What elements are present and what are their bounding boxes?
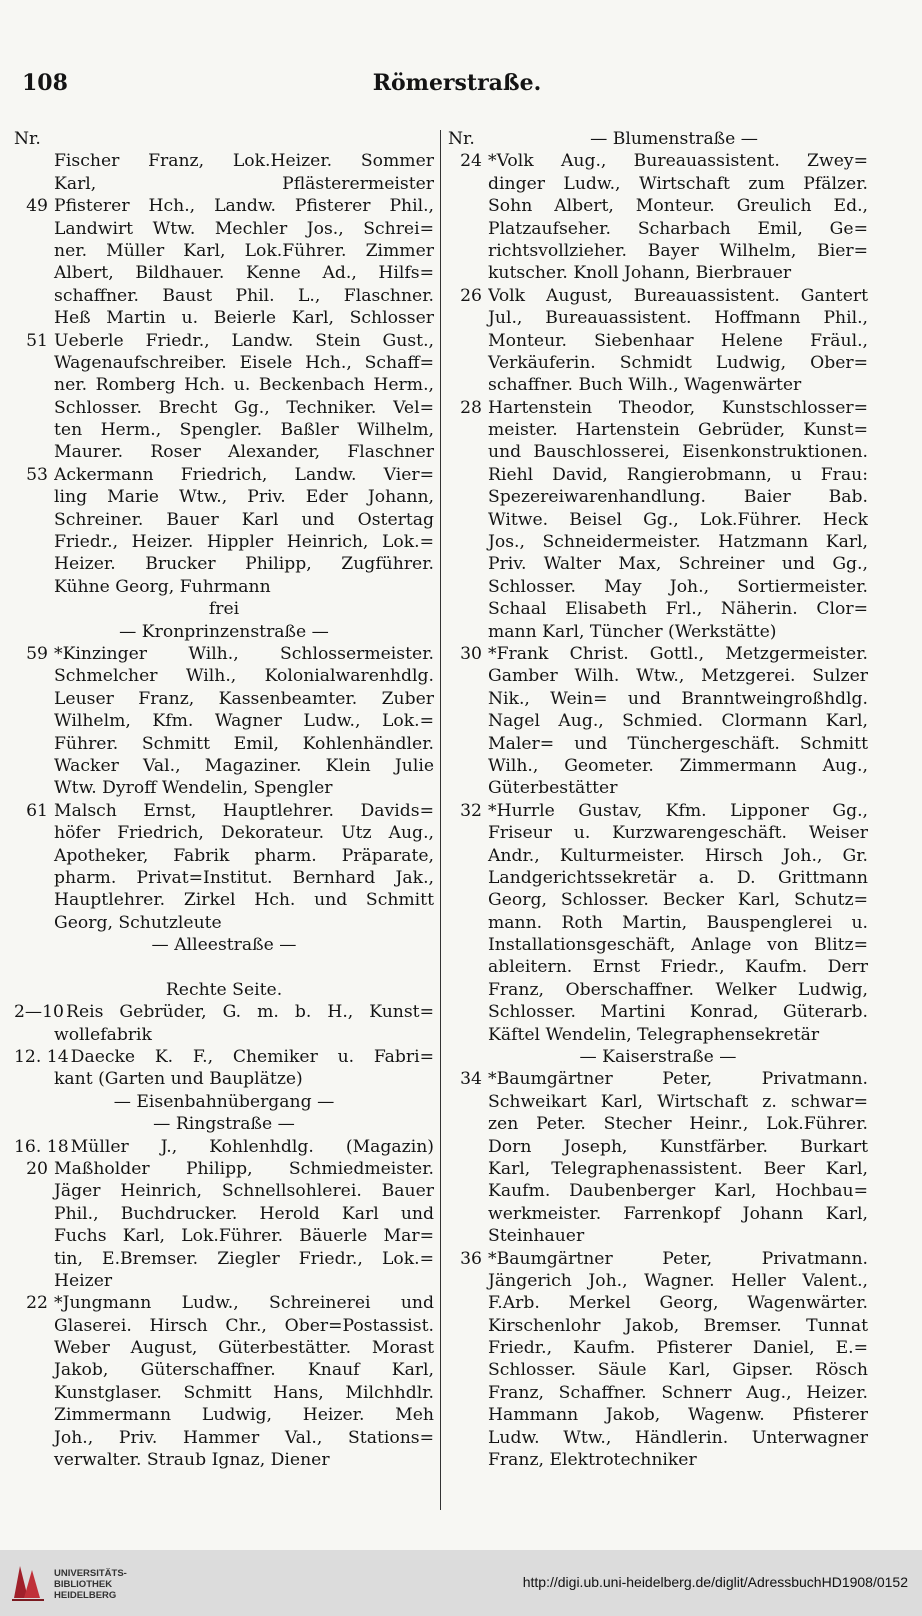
logo-line: HEIDELBERG	[54, 1590, 117, 1601]
entry-continuation-line: Fuchs Karl, Lok.Führer. Bäuerle Mar=	[54, 1226, 434, 1247]
entry-continuation-line: Schmelcher Wilh., Kolonialwarenhdlg.	[54, 666, 434, 687]
house-number: 61	[26, 800, 48, 821]
address-entry	[14, 1136, 434, 1158]
page-number: 108	[22, 70, 68, 96]
entry-continuation-line: Steinhauer	[488, 1226, 585, 1247]
column-divider	[440, 130, 441, 1510]
entry-continuation-line: Dorn Joseph, Kunstfärber. Burkart	[488, 1136, 868, 1157]
section-heading: — Kronprinzenstraße —	[119, 621, 329, 642]
entry-continuation-line: Friedr., Heizer. Hippler Heinrich, Lok.=	[54, 532, 434, 553]
entry-continuation-line: Jäger Heinrich, Schnellsohlerei. Bauer	[54, 1181, 434, 1202]
entry-continuation-line: Schlosser. May Joh., Sortiermeister.	[488, 576, 868, 597]
entry-continuation-line: mann. Roth Martin, Bauspenglerei u.	[488, 912, 868, 933]
entry-text: *Jungmann Ludw., Schreinerei und	[54, 1293, 434, 1314]
column-header	[14, 128, 434, 150]
source-url-link[interactable]: http://digi.ub.uni-heidelberg.de/diglit/AdressbuchHD1908/0152	[522, 1574, 908, 1590]
entry-text: Daecke K. F., Chemiker u. Fabri=	[70, 1047, 434, 1068]
house-number: 36	[460, 1248, 482, 1269]
entry-continuation-line: Landwirt Wtw. Mechler Jos., Schrei=	[54, 218, 434, 239]
house-number: 59	[26, 643, 48, 664]
entry-continuation-line: Nagel Aug., Schmied. Clormann Karl,	[488, 711, 868, 732]
entry-continuation-line: Andr., Kulturmeister. Hirsch Joh., Gr.	[488, 845, 868, 866]
entry-continuation-line: ableitern. Ernst Friedr., Kaufm. Derr	[488, 957, 868, 978]
entry-text: *Baumgärtner Peter, Privatmann.	[488, 1248, 868, 1269]
logo-line: UNIVERSITÄTS-	[54, 1568, 127, 1579]
entry-continuation-line: schaffner. Buch Wilh., Wagenwärter	[488, 375, 802, 396]
entry-continuation-line: Käftel Wendelin, Telegraphensekretär	[488, 1024, 820, 1045]
entry-continuation-line: Heizer. Brucker Philipp, Zugführer.	[54, 554, 434, 575]
entry-continuation-line: Schreiner. Bauer Karl und Ostertag	[54, 509, 434, 530]
house-number: 12. 14	[14, 1047, 69, 1068]
blank-line	[14, 956, 434, 978]
entry-text: *Frank Christ. Gottl., Metzgermeister.	[488, 643, 868, 664]
entry-text: Ueberle Friedr., Landw. Stein Gust.,	[54, 330, 434, 351]
entry-continuation-line: Kaufm. Daubenberger Karl, Hochbau=	[488, 1181, 868, 1202]
entry-continuation-line: Ludw. Wtw., Händlerin. Unterwagner	[488, 1427, 868, 1448]
entry-continuation-line: Kühne Georg, Fuhrmann	[54, 576, 271, 597]
entry-text: Ackermann Friedrich, Landw. Vier=	[54, 464, 434, 485]
entry-continuation-line: F.Arb. Merkel Georg, Wagenwärter.	[488, 1293, 868, 1314]
address-entry	[14, 643, 434, 665]
entry-text: Müller J., Kohlenhdlg. (Magazin)	[70, 1136, 434, 1157]
section-heading: — Ringstraße —	[153, 1114, 295, 1135]
entry-continuation-line: Wtw. Dyroff Wendelin, Spengler	[54, 778, 333, 799]
entry-continuation-line: schaffner. Baust Phil. L., Flaschner.	[54, 285, 434, 306]
address-entry	[14, 195, 434, 217]
entry-continuation-line: Schweikart Karl, Wirtschaft z. schwar=	[488, 1091, 868, 1112]
house-number: 16. 18	[14, 1136, 69, 1157]
entry-continuation-line: Installationsgeschäft, Anlage von Blitz=	[488, 935, 868, 956]
entry-continuation-line: Schlosser. Säule Karl, Gipser. Rösch	[488, 1360, 868, 1381]
section-heading: — Alleestraße —	[151, 935, 297, 956]
address-entry	[14, 800, 434, 822]
entry-continuation-line: wollefabrik	[54, 1024, 152, 1045]
entry-continuation-line: Heß Martin u. Beierle Karl, Schlosser	[54, 308, 434, 329]
address-entry	[14, 330, 434, 352]
address-entry	[14, 1158, 434, 1180]
entry-continuation-line: ner. Müller Karl, Lok.Führer. Zimmer	[54, 240, 434, 261]
entry-continuation-line: pharm. Privat=Institut. Bernhard Jak.,	[54, 867, 434, 888]
entry-continuation-line: Maurer. Roser Alexander, Flaschner	[54, 442, 434, 463]
entry-continuation-line: mann Karl, Tüncher (Werkstätte)	[488, 621, 777, 642]
entry-continuation-line: tin, E.Bremser. Ziegler Friedr., Lok.=	[54, 1248, 434, 1269]
entry-continuation-line: Albert, Bildhauer. Kenne Ad., Hilfs=	[54, 263, 434, 284]
entry-continuation-line: Führer. Schmitt Emil, Kohlenhändler.	[54, 733, 434, 754]
entry-continuation-line: höfer Friedrich, Dekorateur. Utz Aug.,	[54, 823, 434, 844]
entry-continuation-line: Schlosser. Martini Konrad, Güterarb.	[488, 1002, 868, 1023]
entry-continuation-line: Wilhelm, Kfm. Wagner Ludw., Lok.=	[54, 711, 434, 732]
house-number: 22	[26, 1293, 48, 1314]
entry-continuation-line: Jängerich Joh., Wagner. Heller Valent.,	[488, 1270, 868, 1291]
logo-line: BIBLIOTHEK	[54, 1579, 113, 1590]
address-entry	[14, 1292, 434, 1314]
house-number: 28	[460, 397, 482, 418]
entry-continuation-line: zen Peter. Stecher Heinr., Lok.Führer.	[488, 1114, 868, 1135]
entry-continuation-line: Nik., Wein= und Branntweingroßhdlg.	[488, 688, 868, 709]
right-column	[448, 128, 868, 1471]
entry-continuation-line: werkmeister. Farrenkopf Johann Karl,	[488, 1203, 868, 1224]
address-entry	[448, 1068, 868, 1090]
entry-continuation-line: Hauptlehrer. Zirkel Hch. und Schmitt	[54, 890, 434, 911]
entry-continuation-line: Apotheker, Fabrik pharm. Präparate,	[54, 845, 434, 866]
nr-header-label: Nr.	[448, 129, 475, 149]
entry-text: Volk August, Bureauassistent. Gantert	[488, 285, 868, 306]
entry-continuation-line: Schlosser. Brecht Gg., Techniker. Vel=	[54, 397, 434, 418]
section-heading: frei	[208, 599, 240, 620]
entry-continuation-line: Glaserei. Hirsch Chr., Ober=Postassist.	[54, 1315, 434, 1336]
house-number: 26	[460, 285, 482, 306]
entry-continuation-line: dinger Ludw., Wirtschaft zum Pfälzer.	[488, 173, 868, 194]
entry-text: *Baumgärtner Peter, Privatmann.	[488, 1069, 868, 1090]
entry-continuation-line: ling Marie Wtw., Priv. Eder Johann,	[54, 487, 434, 508]
address-entry	[448, 1248, 868, 1270]
entry-continuation-line: Heizer	[54, 1270, 113, 1291]
entry-continuation-line: Schaal Elisabeth Frl., Näherin. Clor=	[488, 599, 868, 620]
nr-header-label: Nr.	[14, 129, 41, 149]
address-entry	[14, 1046, 434, 1068]
entry-continuation-line: Spezereiwarenhandlung. Baier Bab.	[488, 487, 868, 508]
entry-continuation-line: Kunstglaser. Schmitt Hans, Milchhdlr.	[54, 1382, 434, 1403]
house-number: 30	[460, 643, 482, 664]
entry-continuation-line: Jul., Bureauassistent. Hoffmann Phil.,	[488, 308, 868, 329]
entry-continuation-line: kutscher. Knoll Johann, Bierbrauer	[488, 263, 792, 284]
entry-continuation-line: Phil., Buchdrucker. Herold Karl und	[54, 1203, 434, 1224]
entry-continuation-line: Weber August, Güterbestätter. Morast	[54, 1338, 434, 1359]
entry-continuation-line: richtsvollzieher. Bayer Wilhelm, Bier=	[488, 240, 868, 261]
house-number: 51	[26, 330, 48, 351]
entry-continuation-line: Friedr., Kaufm. Pfisterer Daniel, E.=	[488, 1338, 868, 1359]
address-entry	[448, 150, 868, 172]
entry-continuation-line: ner. Romberg Hch. u. Beckenbach Herm.,	[54, 375, 434, 396]
library-logo-text	[54, 1568, 127, 1601]
footer-bar	[0, 1550, 922, 1616]
entry-continuation-line: Jos., Schneidermeister. Hatzmann Karl,	[488, 532, 868, 553]
column-header	[448, 128, 868, 150]
section-heading: — Eisenbahnübergang —	[113, 1091, 335, 1112]
house-number: 20	[26, 1158, 48, 1179]
entry-text: Hartenstein Theodor, Kunstschlosser=	[488, 397, 868, 418]
page-title: Römerstraße.	[372, 70, 542, 96]
entry-continuation-line: Güterbestätter	[488, 778, 618, 799]
entry-continuation-line: Verkäuferin. Schmidt Ludwig, Ober=	[488, 352, 868, 373]
entry-continuation-line: Friseur u. Kurzwarengeschäft. Weiser	[488, 823, 868, 844]
house-number: 24	[460, 151, 482, 172]
entry-continuation-line: Franz, Schaffner. Schnerr Aug., Heizer.	[488, 1382, 868, 1403]
house-number: 2—10	[14, 1002, 64, 1023]
house-number: 53	[26, 464, 48, 485]
entry-continuation-line: Gamber Wilh. Wtw., Metzgerei. Sulzer	[488, 666, 868, 687]
entry-continuation-line: verwalter. Straub Ignaz, Diener	[54, 1450, 330, 1471]
library-logo-icon	[10, 1562, 46, 1602]
entry-continuation-line: Witwe. Beisel Gg., Lok.Führer. Heck	[488, 509, 868, 530]
entry-continuation-line: Wagenaufschreiber. Eisele Hch., Schaff=	[54, 352, 434, 373]
entry-continuation-line: Wacker Val., Magaziner. Klein Julie	[54, 755, 434, 776]
entry-continuation-line: Karl, Pflästerermeister	[54, 173, 434, 194]
section-heading: Rechte Seite.	[165, 979, 283, 1000]
entry-continuation-line: Georg, Schlosser. Becker Karl, Schutz=	[488, 890, 868, 911]
entry-continuation-line: Sohn Albert, Monteur. Greulich Ed.,	[488, 196, 868, 217]
entry-continuation-line: Platzaufseher. Scharbach Emil, Ge=	[488, 218, 868, 239]
entry-text: Reis Gebrüder, G. m. b. H., Kunst=	[66, 1002, 434, 1023]
house-number: 49	[26, 196, 48, 217]
entry-continuation-line: ten Herm., Spengler. Baßler Wilhelm,	[54, 420, 434, 441]
entry-continuation-line: Joh., Priv. Hammer Val., Stations=	[54, 1427, 434, 1448]
house-number: 34	[460, 1069, 482, 1090]
entry-continuation-line: Maler= und Tünchergeschäft. Schmitt	[488, 733, 868, 754]
address-entry	[448, 397, 868, 419]
street-crossing-label: — Blumenstraße —	[590, 129, 758, 149]
entry-continuation-line: Landgerichtssekretär a. D. Grittmann	[488, 867, 868, 888]
entry-continuation-line: und Bauschlosserei, Eisenkonstruktionen.	[488, 442, 868, 463]
entry-continuation-line: Hammann Jakob, Wagenw. Pfisterer	[488, 1405, 868, 1426]
entry-continuation-line: Jakob, Güterschaffner. Knauf Karl,	[54, 1360, 434, 1381]
entry-text: *Volk Aug., Bureauassistent. Zwey=	[488, 151, 868, 172]
entry-continuation-line: Fischer Franz, Lok.Heizer. Sommer	[54, 151, 434, 172]
entry-text: *Kinzinger Wilh., Schlossermeister.	[54, 643, 434, 664]
entry-continuation-line: Franz, Elektrotechniker	[488, 1450, 697, 1471]
address-entry	[14, 464, 434, 486]
entry-continuation-line: Karl, Telegraphenassistent. Beer Karl,	[488, 1158, 868, 1179]
entry-continuation-line: Leuser Franz, Kassenbeamter. Zuber	[54, 688, 434, 709]
entry-continuation-line: kant (Garten und Bauplätze)	[54, 1069, 303, 1090]
entry-continuation-line: Kirschenlohr Jakob, Bremser. Tunnat	[488, 1315, 868, 1336]
entry-continuation-line: Franz, Oberschaffner. Welker Ludwig,	[488, 979, 868, 1000]
entry-text: *Hurrle Gustav, Kfm. Lipponer Gg.,	[488, 800, 868, 821]
entry-continuation-line: Wilh., Geometer. Zimmermann Aug.,	[488, 755, 868, 776]
address-entry	[448, 800, 868, 822]
entry-continuation-line: Georg, Schutzleute	[54, 912, 222, 933]
entry-continuation-line: Zimmermann Ludwig, Heizer. Meh	[54, 1405, 434, 1426]
entry-continuation-line: Riehl David, Rangierobmann, u Frau:	[488, 464, 868, 485]
entry-text: Malsch Ernst, Hauptlehrer. Davids=	[54, 800, 434, 821]
page-header	[22, 70, 892, 104]
address-entry	[448, 643, 868, 665]
entry-text: Pfisterer Hch., Landw. Pfisterer Phil.,	[54, 196, 434, 217]
address-entry	[14, 1001, 434, 1023]
left-column	[14, 128, 434, 1471]
entry-text: Maßholder Philipp, Schmiedmeister.	[54, 1158, 434, 1179]
section-heading: — Kaiserstraße —	[579, 1047, 737, 1068]
entry-continuation-line: Priv. Walter Max, Schreiner und Gg.,	[488, 554, 868, 575]
address-entry	[448, 285, 868, 307]
entry-continuation-line: meister. Hartenstein Gebrüder, Kunst=	[488, 420, 868, 441]
house-number: 32	[460, 800, 482, 821]
entry-continuation-line: Monteur. Siebenhaar Helene Fräul.,	[488, 330, 868, 351]
